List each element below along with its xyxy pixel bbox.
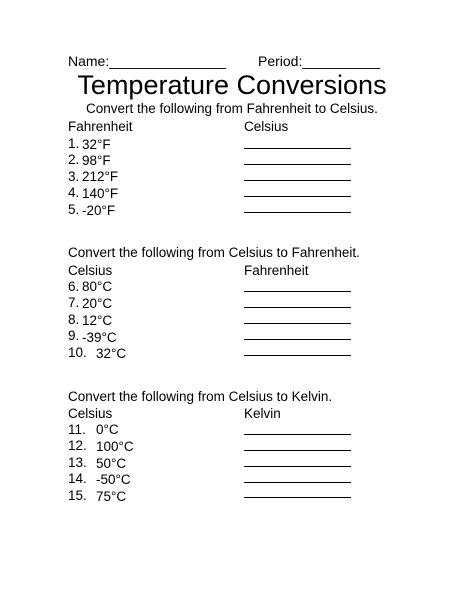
question-number: 3. bbox=[68, 169, 80, 184]
question-value: 32°F bbox=[82, 137, 111, 152]
section-2-answer-header: Fahrenheit bbox=[244, 263, 309, 278]
question-value: 50°C bbox=[96, 456, 127, 471]
question-value: -50°C bbox=[96, 472, 131, 487]
question-number: 7. bbox=[68, 295, 80, 310]
section-1-answer-header: Celsius bbox=[244, 119, 289, 134]
answer-blank[interactable] bbox=[244, 323, 351, 324]
period-field-label: Period:__________ bbox=[258, 53, 381, 69]
section-3-given-header: Celsius bbox=[68, 406, 113, 421]
answer-blank[interactable] bbox=[244, 196, 351, 197]
question-number: 5. bbox=[68, 202, 80, 217]
question-value: 100°C bbox=[96, 439, 134, 454]
answer-blank[interactable] bbox=[244, 466, 351, 467]
question-number: 10. bbox=[68, 345, 87, 360]
question-value: -20°F bbox=[82, 203, 116, 218]
question-value: 32°C bbox=[96, 346, 127, 361]
answer-blank[interactable] bbox=[244, 497, 351, 498]
answer-blank[interactable] bbox=[244, 482, 351, 483]
question-number: 2. bbox=[68, 152, 80, 167]
question-value: 98°F bbox=[82, 153, 111, 168]
answer-blank[interactable] bbox=[244, 307, 351, 308]
answer-blank[interactable] bbox=[244, 450, 351, 451]
question-value: 140°F bbox=[82, 186, 119, 201]
question-number: 4. bbox=[68, 185, 80, 200]
answer-blank[interactable] bbox=[244, 148, 351, 149]
section-3-answer-header: Kelvin bbox=[244, 406, 281, 421]
question-value: 80°C bbox=[82, 279, 113, 294]
question-number: 11. bbox=[68, 422, 86, 437]
answer-blank[interactable] bbox=[244, 212, 351, 213]
section-1-given-header: Fahrenheit bbox=[68, 119, 133, 134]
question-number: 9. bbox=[68, 328, 80, 343]
question-number: 13. bbox=[68, 455, 87, 470]
answer-blank[interactable] bbox=[244, 180, 351, 181]
question-number: 8. bbox=[68, 312, 80, 327]
section-2-given-header: Celsius bbox=[68, 263, 113, 278]
answer-blank[interactable] bbox=[244, 339, 351, 340]
question-value: 20°C bbox=[82, 296, 113, 311]
question-value: -39°C bbox=[82, 330, 117, 345]
answer-blank[interactable] bbox=[244, 434, 351, 435]
section-1-instruction: Convert the following from Fahrenheit to Celsius. bbox=[86, 101, 378, 116]
question-number: 14. bbox=[68, 471, 87, 486]
question-number: 12. bbox=[68, 438, 87, 453]
answer-blank[interactable] bbox=[244, 355, 351, 356]
question-value: 12°C bbox=[82, 313, 113, 328]
section-2-instruction: Convert the following from Celsius to Fahrenheit. bbox=[68, 245, 360, 260]
name-field-label: Name:_______________ bbox=[68, 53, 227, 69]
question-number: 15. bbox=[68, 488, 87, 503]
question-value: 0°C bbox=[96, 422, 119, 437]
page-title: Temperature Conversions bbox=[77, 70, 387, 100]
question-value: 75°C bbox=[96, 489, 127, 504]
question-value: 212°F bbox=[82, 169, 119, 184]
answer-blank[interactable] bbox=[244, 164, 351, 165]
question-number: 1. bbox=[68, 136, 80, 151]
answer-blank[interactable] bbox=[244, 291, 351, 292]
section-3-instruction: Convert the following from Celsius to Kelvin. bbox=[68, 389, 333, 404]
question-number: 6. bbox=[68, 279, 80, 294]
